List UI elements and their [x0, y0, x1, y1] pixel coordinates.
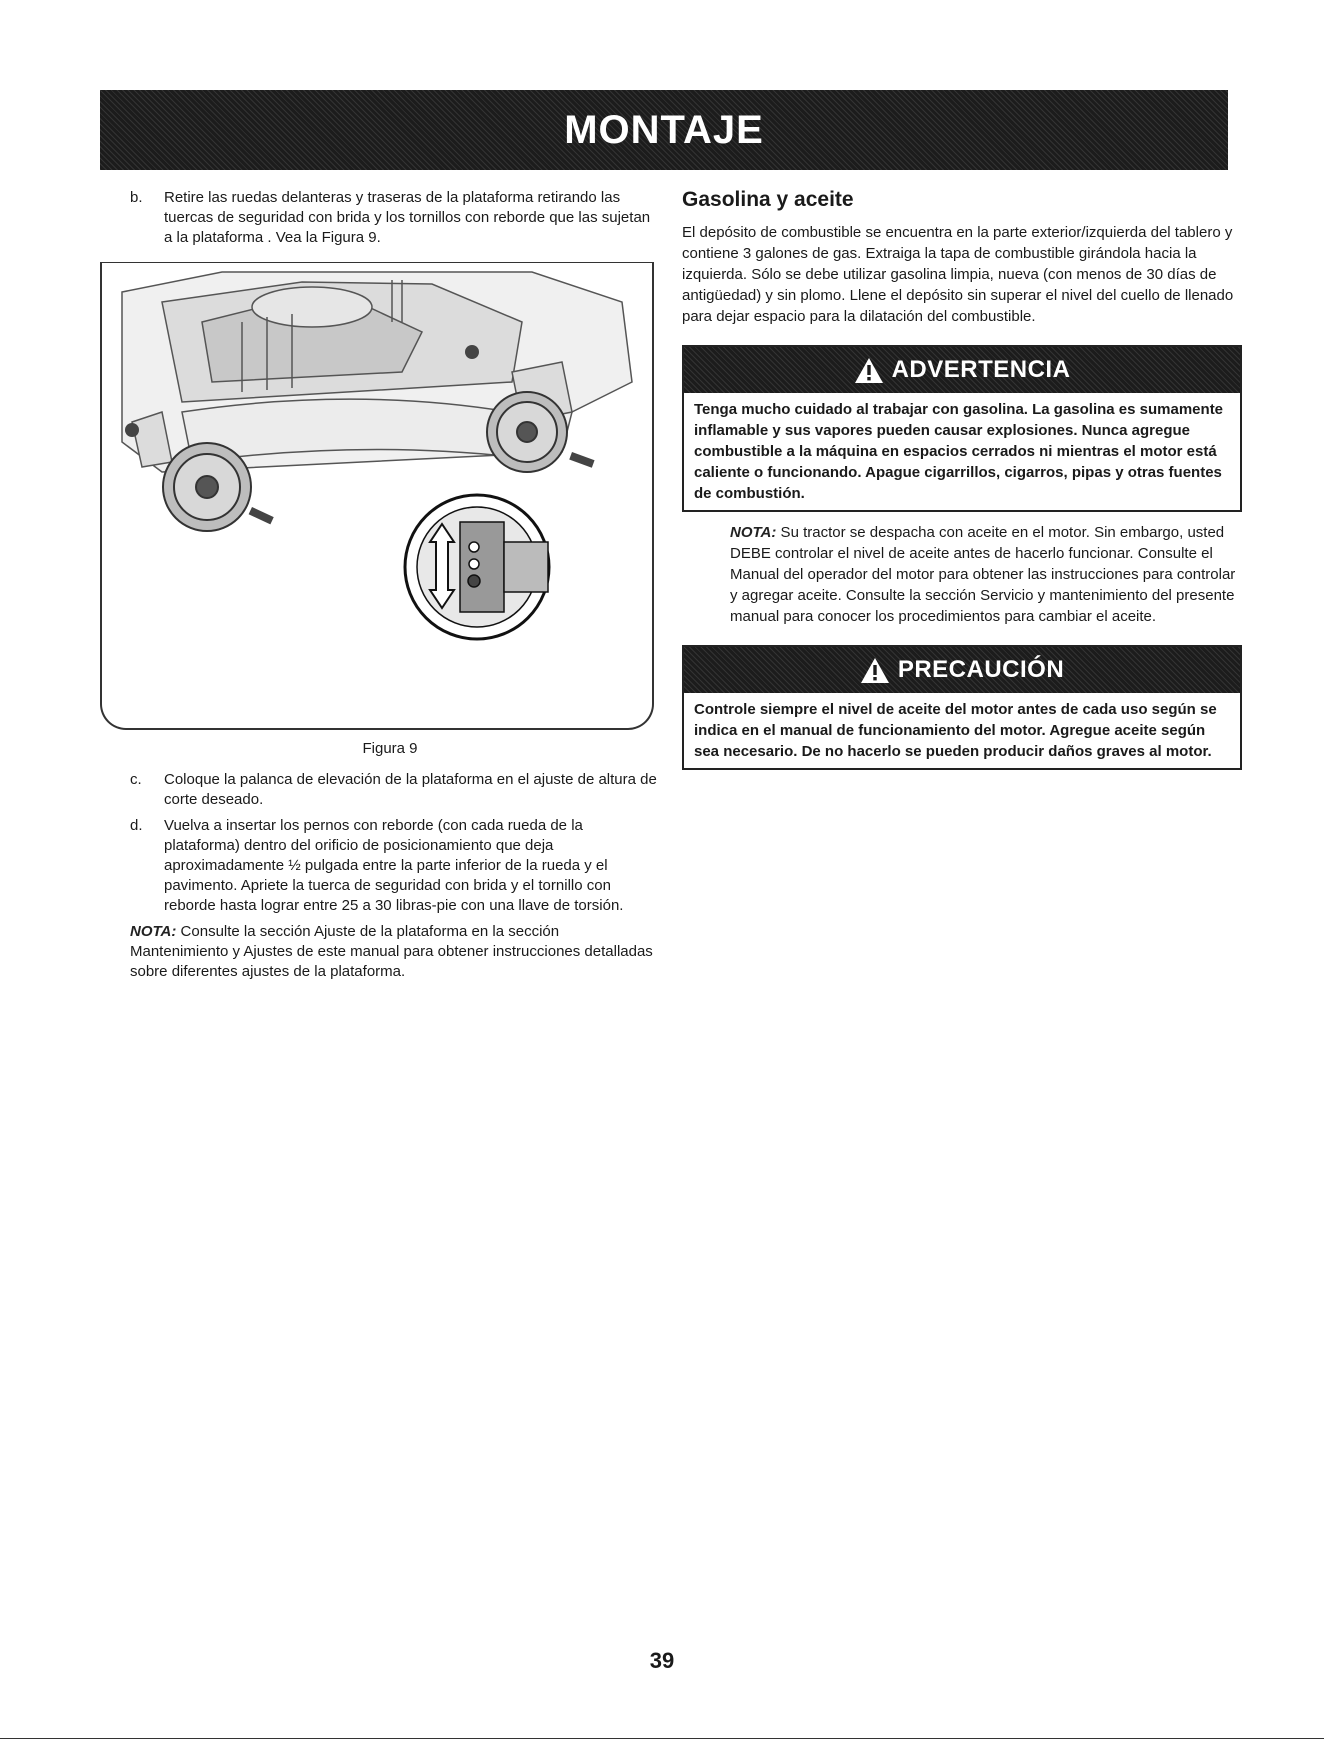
step-b-label: b. — [130, 189, 143, 206]
fuel-paragraph: El depósito de combustible se encuentra en la parte exterior/izquierda del tablero y contiene 3 galones de gas. Extraiga la tapa de combustible girándola hacia la izquierda. Sólo se debe utilizar gasolina limpia, nueva (con menos de 30 días de antigüedad) y sin plomo. Llene el depósito sin superar el nivel del cuello de llenado para dejar espacio para la dilatación del combustible. — [682, 224, 1234, 325]
figure-9 — [100, 262, 654, 730]
step-c-label: c. — [130, 771, 142, 788]
step-c-text: Coloque la palanca de elevación de la plataforma en el ajuste de altura de corte deseado. — [164, 771, 657, 808]
height-adjust-detail — [405, 495, 549, 639]
deck-wheel-illustration — [102, 262, 652, 726]
section-heading: Gasolina y aceite — [682, 188, 854, 211]
step-d — [130, 816, 660, 916]
section-title: MONTAJE — [564, 107, 764, 152]
lower-left-column — [130, 770, 660, 982]
step-b-text: Retire las ruedas delanteras y traseras de la plataforma retirando las tuercas de seguridad con brida y los tornillos con reborde que las sujetan a la plataforma . Vea la Figura 9. — [164, 189, 651, 246]
step-b — [130, 188, 660, 248]
step-c — [130, 770, 660, 810]
step-d-label: d. — [130, 817, 143, 834]
left-column — [130, 188, 660, 254]
caution-title: PRECAUCIÓN — [897, 656, 1065, 683]
warning-text: Tenga mucho cuidado al trabajar con gasolina. La gasolina es sumamente inflamable y sus vapores pueden causar explosiones. Nunca agregue combustible a la máquina en espacios cerrados ni mientras el motor está caliente o funcionando. Apague cigarrillos, cigarros, pipas y otras fuentes de combustión. — [694, 401, 1224, 502]
section-banner — [100, 90, 1228, 170]
oil-note-text: Su tractor se despacha con aceite en el motor. Sin embargo, usted DEBE controlar el nivel de aceite antes de hacerlo funcionar. Consulte el Manual del operador del motor para obtener las instrucciones para controlar y agregar aceite. Consulte la sección Servicio y mantenimiento del presente manual para conocer los procedimientos para cambiar el aceite. — [730, 524, 1236, 625]
left-note-text: Consulte la sección Ajuste de la plataforma en la sección Mantenimiento y Ajustes de este manual para obtener instrucciones detalladas sobre diferentes ajustes de la plataforma. — [130, 923, 653, 980]
caution-text: Controle siempre el nivel de aceite del motor antes de cada uso según se indica en el manual de funcionamiento del motor. Agregue aceite según sea necesario. De no hacerlo se pueden producir daños graves al motor. — [694, 701, 1217, 760]
wheel-left — [163, 443, 251, 531]
step-d-text: Vuelva a insertar los pernos con reborde (con cada rueda de la plataforma) dentro del orificio de posicionamiento que deja aproximadamente ½ pulgada entre la parte inferior de la rueda y el pavimento. Apriete la tuerca de seguridad con brida y el tornillo con reborde hasta lograr entre 25 a 30 libras-pie con una llave de torsión. — [164, 817, 624, 914]
right-column — [682, 188, 1242, 770]
wheel-right — [487, 392, 567, 472]
warning-triangle-icon — [860, 657, 890, 684]
caution-box — [682, 645, 1242, 770]
warning-title: ADVERTENCIA — [891, 356, 1071, 383]
warning-header — [684, 347, 1240, 393]
bottom-rule — [0, 1738, 1324, 1739]
oil-note-label: NOTA: — [730, 524, 777, 541]
left-note-label: NOTA: — [130, 923, 177, 940]
figure-caption: Figura 9 — [362, 740, 418, 757]
page-number: 39 — [649, 1648, 675, 1673]
warning-box — [682, 345, 1242, 512]
warning-triangle-icon — [854, 357, 884, 384]
oil-note — [730, 522, 1242, 627]
caution-header — [684, 647, 1240, 693]
left-note — [130, 922, 660, 982]
